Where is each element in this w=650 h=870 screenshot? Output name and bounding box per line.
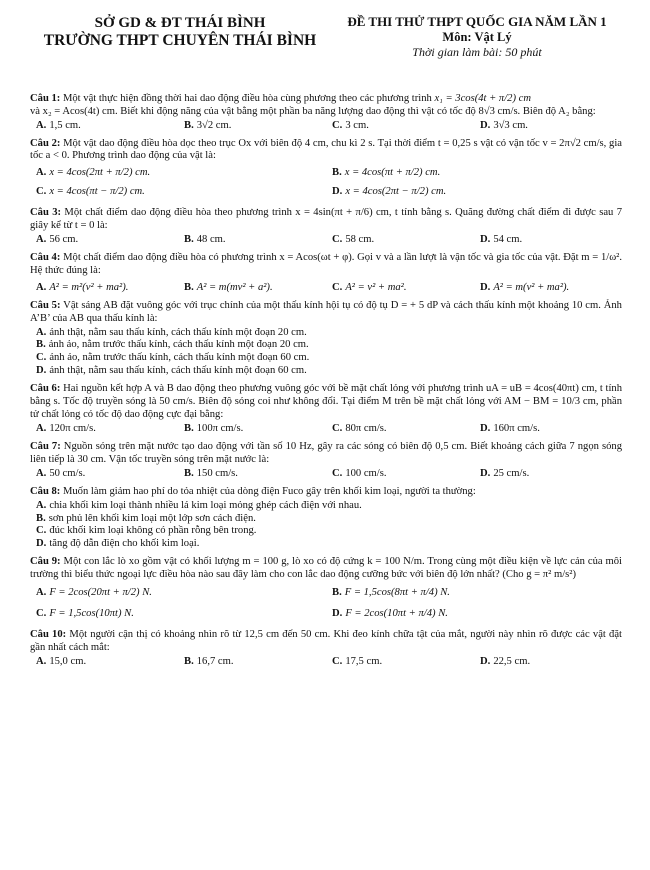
option-key: C. <box>36 352 47 364</box>
question-5 <box>30 300 622 379</box>
option-key: C. <box>332 234 343 246</box>
option-key: B. <box>36 512 46 524</box>
question-label: Câu 3: <box>30 207 62 219</box>
option-d[interactable] <box>474 423 622 436</box>
option-text: 3 cm. <box>345 119 369 131</box>
option-key: B. <box>184 467 194 479</box>
question-text: Một vật thực hiện đồng thời hai dao động điều hòa cùng phương theo các phương trình <box>62 92 432 104</box>
question-label: Câu 5: <box>30 299 61 311</box>
option-text: 120π cm/s. <box>49 423 96 435</box>
option-key: A. <box>36 326 47 338</box>
question-text: Hai nguồn kết hợp A và B dao động theo phương vuông góc với bề mặt chất lỏng với phương trình uA = uB = 4cos(40πt) cm, t tính bằng s. Tốc độ truyền sóng là 50 cm/s. Biên độ sóng coi như không đổi. Tại điểm M trên bề mặt chất lỏng với AM − BM = 10/3 cm, phần tử chất lỏng có tốc độ dao động cực đại bằng: <box>30 383 623 421</box>
option-key: A. <box>36 423 47 435</box>
question-text: Nguồn sóng trên mặt nước tạo dao động với tần số 10 Hz, gây ra các sóng có biên độ 0,5 cm. Biết khoảng cách giữa 7 ngọn sóng liên tiếp là 30 cm. Vận tốc truyền sóng trên mặt nước là: <box>30 440 622 465</box>
option-key: B. <box>36 339 46 351</box>
school-block <box>30 14 330 60</box>
option-text: F = 2cos(10πt + π/4) N. <box>345 608 448 620</box>
option-key: A. <box>36 467 47 479</box>
option-text: x = 4cos(2πt + π/2) cm. <box>49 167 151 179</box>
option-a[interactable] <box>30 656 178 669</box>
dept-name: SỞ GD & ĐT THÁI BÌNH <box>94 15 266 31</box>
option-b[interactable] <box>178 656 326 669</box>
option-a[interactable] <box>30 468 178 481</box>
option-text: 3√3 cm. <box>493 119 528 131</box>
option-b[interactable] <box>178 234 326 247</box>
option-a[interactable] <box>30 167 326 180</box>
option-text: 3√2 cm. <box>196 119 232 131</box>
options <box>30 587 622 621</box>
option-key: D. <box>480 119 491 131</box>
options <box>30 500 622 552</box>
exam-title: ĐỀ THI THỬ THPT QUỐC GIA NĂM LẦN 1 <box>347 14 607 29</box>
option-a[interactable] <box>30 120 178 133</box>
option-d[interactable] <box>474 468 622 481</box>
option-c[interactable] <box>326 282 474 295</box>
option-key: D. <box>480 281 491 293</box>
option-d[interactable] <box>30 365 622 378</box>
option-key: D. <box>36 365 47 377</box>
option-text: 17,5 cm. <box>345 655 383 667</box>
option-key: B. <box>332 167 342 179</box>
option-text: 15,0 cm. <box>49 655 87 667</box>
option-key: B. <box>184 281 194 293</box>
option-text: 22,5 cm. <box>493 655 531 667</box>
option-text: 80π cm/s. <box>345 423 387 435</box>
question-label: Câu 9: <box>30 556 61 568</box>
option-key: A. <box>36 587 47 599</box>
option-d[interactable] <box>30 538 622 551</box>
question-label: Câu 2: <box>30 137 61 149</box>
option-b[interactable] <box>30 513 622 526</box>
option-key: A. <box>36 281 47 293</box>
question-text: Một chất điểm dao động điều hòa có phương trình x = Acos(ωt + φ). Gọi v và a lần lượt là vận tốc và gia tốc của vật. Đặt m = 1/ω². Hệ thức đúng là: <box>30 251 622 276</box>
question-label: Câu 1: <box>30 92 61 104</box>
option-text: ảnh ảo, nằm trước thấu kính, cách thấu kính một đoạn 20 cm. <box>48 339 309 351</box>
option-text: x = 4cos(πt − π/2) cm. <box>49 186 145 198</box>
option-b[interactable] <box>178 282 326 295</box>
option-key: D. <box>332 186 343 198</box>
question-text: Một con lắc lò xo gồm vật có khối lượng m = 100 g, lò xo có độ cứng k = 100 N/m. Trong cùng một điều kiện về lực cản của môi trường thì biểu thức ngoại lực điều hòa nào sau đây làm cho con lắc dao động cưỡng bức với biên độ lớn nhất? (Cho g = π² m/s²) <box>30 556 623 581</box>
option-a[interactable] <box>30 423 178 436</box>
option-text: A² = v² + ma². <box>345 281 407 293</box>
option-key: C. <box>332 423 343 435</box>
school-name: TRƯỜNG THPT CHUYÊN THÁI BÌNH <box>43 32 317 50</box>
option-a[interactable] <box>30 234 178 247</box>
option-d[interactable] <box>474 656 622 669</box>
option-text: 100 cm/s. <box>345 467 387 479</box>
option-key: A. <box>36 655 47 667</box>
option-text: x = 4cos(πt + π/2) cm. <box>344 167 441 179</box>
question-label: Câu 8: <box>30 485 61 497</box>
question-4 <box>30 252 622 295</box>
option-text: 50 cm/s. <box>49 467 86 479</box>
option-key: C. <box>332 467 343 479</box>
options <box>30 656 622 669</box>
option-text: F = 2cos(20πt + π/2) N. <box>49 587 152 599</box>
duration: Thời gian làm bài: 50 phút <box>412 45 542 60</box>
option-key: B. <box>184 423 194 435</box>
option-d[interactable] <box>474 282 622 295</box>
exam-info-block <box>332 14 622 60</box>
option-a[interactable] <box>30 327 622 340</box>
question-10 <box>30 629 622 669</box>
subject: Môn: Vật Lý <box>442 29 512 44</box>
option-key: D. <box>36 538 47 550</box>
option-a[interactable] <box>30 282 178 295</box>
option-text: chia khối kim loại thành nhiều lá kim loại mỏng ghép cách điện với nhau. <box>49 499 362 511</box>
question-7 <box>30 441 622 481</box>
option-c[interactable] <box>326 120 474 133</box>
option-text: 25 cm/s. <box>493 467 530 479</box>
option-text: A² = m(v² + ma²). <box>493 281 570 293</box>
option-b[interactable] <box>30 339 622 352</box>
question-text: Muốn làm giảm hao phí do tỏa nhiệt của dòng điện Fuco gây trên khối kim loại, người ta thường: <box>62 485 476 497</box>
option-b[interactable] <box>326 587 622 600</box>
options <box>30 234 622 247</box>
question-text: Một chất điểm dao động điều hòa theo phương trình x = 4sin(πt + π/6) cm, t tính bằng s. Quãng đường chất điểm đi được sau 7 giây kể từ t = 0 là: <box>30 207 622 232</box>
option-c[interactable] <box>326 234 474 247</box>
option-d[interactable] <box>326 186 622 199</box>
option-text: 54 cm. <box>493 234 523 246</box>
question-label: Câu 10: <box>30 629 67 640</box>
option-key: C. <box>36 186 47 198</box>
option-key: A. <box>36 234 47 246</box>
option-key: B. <box>184 655 194 667</box>
option-d[interactable] <box>474 120 622 133</box>
option-key: A. <box>36 499 47 511</box>
option-c[interactable] <box>30 608 326 621</box>
question-1 <box>30 93 622 133</box>
option-d[interactable] <box>474 234 622 247</box>
option-text: ảnh thật, nằm sau thấu kính, cách thấu kính một đoạn 20 cm. <box>49 326 307 338</box>
option-text: đúc khối kim loại không có phần rỗng bên trong. <box>49 525 257 537</box>
option-key: C. <box>332 655 343 667</box>
option-key: D. <box>480 655 491 667</box>
question-label: Câu 7: <box>30 440 61 452</box>
question-2 <box>30 138 622 200</box>
option-text: 58 cm. <box>345 234 375 246</box>
option-key: C. <box>36 525 47 537</box>
option-c[interactable] <box>326 656 474 669</box>
option-b[interactable] <box>178 468 326 481</box>
question-9 <box>30 556 622 621</box>
option-c[interactable] <box>30 525 622 538</box>
option-key: A. <box>36 119 47 131</box>
option-text: sơn phủ lên khối kim loại một lớp sơn cách điện. <box>48 512 256 524</box>
option-key: B. <box>184 119 194 131</box>
option-text: 1,5 cm. <box>49 119 81 131</box>
options <box>30 120 622 133</box>
option-text: 56 cm. <box>49 234 79 246</box>
options <box>30 167 622 199</box>
question-6 <box>30 383 622 436</box>
option-text: ảnh thật, nằm sau thấu kính, cách thấu kính một đoạn 60 cm. <box>49 365 307 377</box>
option-a[interactable] <box>30 500 622 513</box>
option-c[interactable] <box>30 186 326 199</box>
option-key: C. <box>332 281 343 293</box>
options <box>30 327 622 379</box>
option-text: 160π cm/s. <box>493 423 540 435</box>
question-label: Câu 6: <box>30 383 61 395</box>
question-text: Một người cận thị có khoảng nhìn rõ từ 12,5 cm đến 50 cm. Khi đeo kính chữa tật của mắt, người này nhìn rõ được các vật đặt gần nhất cách mắt: <box>30 629 623 653</box>
options <box>30 282 622 295</box>
option-text: ảnh ảo, nằm trước thấu kính, cách thấu kính một đoạn 60 cm. <box>49 352 310 364</box>
options <box>30 423 622 436</box>
option-text: 150 cm/s. <box>196 467 238 479</box>
option-key: C. <box>332 119 343 131</box>
option-key: D. <box>480 234 491 246</box>
option-key: B. <box>184 234 194 246</box>
option-text: tăng độ dẫn điện cho khối kim loại. <box>49 538 200 550</box>
option-text: A² = m²(v² + ma²). <box>49 281 129 293</box>
options <box>30 468 622 481</box>
option-b[interactable] <box>326 167 622 180</box>
option-b[interactable] <box>178 120 326 133</box>
question-8 <box>30 486 622 552</box>
option-d[interactable] <box>326 608 622 621</box>
option-c[interactable] <box>326 468 474 481</box>
question-text: Một vật dao động điều hòa dọc theo trục Ox với biên độ 4 cm, chu kì 2 s. Tại thời điểm t = 0,25 s vật có vận tốc v = 2π√2 cm/s, gia tốc a < 0. Phương trình dao động của vật là: <box>30 137 622 162</box>
option-text: 16,7 cm. <box>196 655 234 667</box>
exam-header <box>30 14 622 60</box>
option-text: 100π cm/s. <box>196 423 244 435</box>
option-key: D. <box>332 608 343 620</box>
option-c[interactable] <box>326 423 474 436</box>
option-text: x = 4cos(2πt − π/2) cm. <box>345 186 447 198</box>
option-key: C. <box>36 608 47 620</box>
question-text-cont: và x₂ = Acos(4t) cm. Biết khi động năng của vật bằng một phần ba năng lượng dao động thì vật có tốc độ 8√3 cm/s. Biên độ A₂ bằng: <box>30 105 596 117</box>
option-key: D. <box>480 423 491 435</box>
option-b[interactable] <box>178 423 326 436</box>
option-c[interactable] <box>30 352 622 365</box>
option-text: A² = m(mv² + a²). <box>196 281 273 293</box>
question-3 <box>30 207 622 247</box>
option-a[interactable] <box>30 587 326 600</box>
option-text: F = 1,5cos(8πt + π/4) N. <box>344 587 450 599</box>
question-text: Vật sáng AB đặt vuông góc với trục chính của một thấu kính hội tụ có độ tụ D = + 5 dP và cách thấu kính một khoảng 10 cm. Ảnh A’B’ của AB qua thấu kính là: <box>30 299 622 324</box>
option-key: D. <box>480 467 491 479</box>
option-key: B. <box>332 587 342 599</box>
question-label: Câu 4: <box>30 251 61 263</box>
option-text: 48 cm. <box>196 234 226 246</box>
option-key: A. <box>36 167 47 179</box>
option-text: F = 1,5cos(10πt) N. <box>49 608 134 620</box>
question-equation: x₁ = 3cos(4t + π/2) cm <box>434 92 532 104</box>
